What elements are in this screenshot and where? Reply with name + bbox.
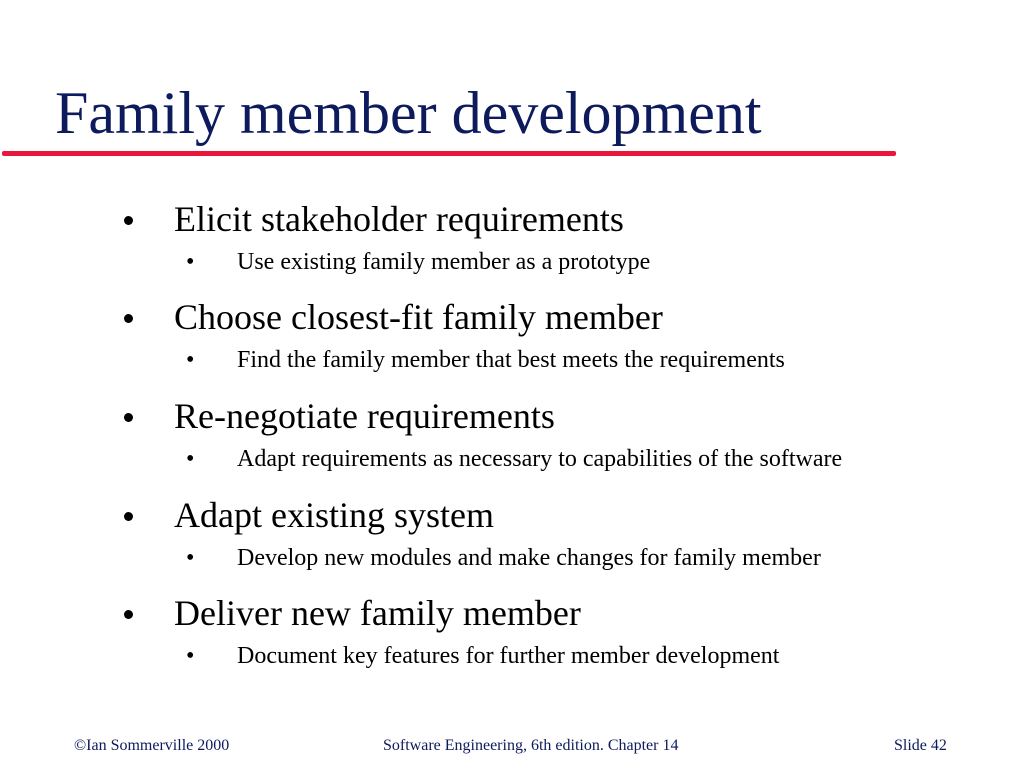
sub-bullet-text: Adapt requirements as necessary to capabilities of the software <box>237 446 843 472</box>
bullet-dot-icon <box>124 413 133 422</box>
sub-bullet-dot-icon: • <box>186 446 195 472</box>
bullet-text: Deliver new family member <box>174 593 581 633</box>
sub-bullet-dot-icon: • <box>186 643 195 669</box>
slide-title: Family member development <box>55 80 762 146</box>
bullet-dot-icon <box>124 610 133 619</box>
sub-bullet-dot-icon: • <box>186 545 195 571</box>
footer-copyright: ©Ian Sommerville 2000 <box>74 737 230 754</box>
bullet-text: Adapt existing system <box>174 495 494 535</box>
footer-book-title: Software Engineering, 6th edition. Chapter 14 <box>383 737 679 754</box>
sub-bullet-text: Develop new modules and make changes for family member <box>237 545 821 571</box>
bullet-dot-icon <box>124 512 133 521</box>
bullet-text: Choose closest-fit family member <box>174 297 663 337</box>
sub-bullet-dot-icon: • <box>186 347 195 373</box>
bullet-dot-icon <box>124 216 133 225</box>
sub-bullet-dot-icon: • <box>186 249 195 275</box>
sub-bullet-text: Use existing family member as a prototype <box>237 249 651 275</box>
bullet-dot-icon <box>124 314 133 323</box>
sub-bullet-text: Document key features for further member development <box>237 643 780 669</box>
bullet-text: Re-negotiate requirements <box>174 396 555 436</box>
bullet-text: Elicit stakeholder requirements <box>174 199 624 239</box>
sub-bullet-text: Find the family member that best meets the requirements <box>237 347 785 373</box>
footer-slide-number: Slide 42 <box>894 737 947 754</box>
